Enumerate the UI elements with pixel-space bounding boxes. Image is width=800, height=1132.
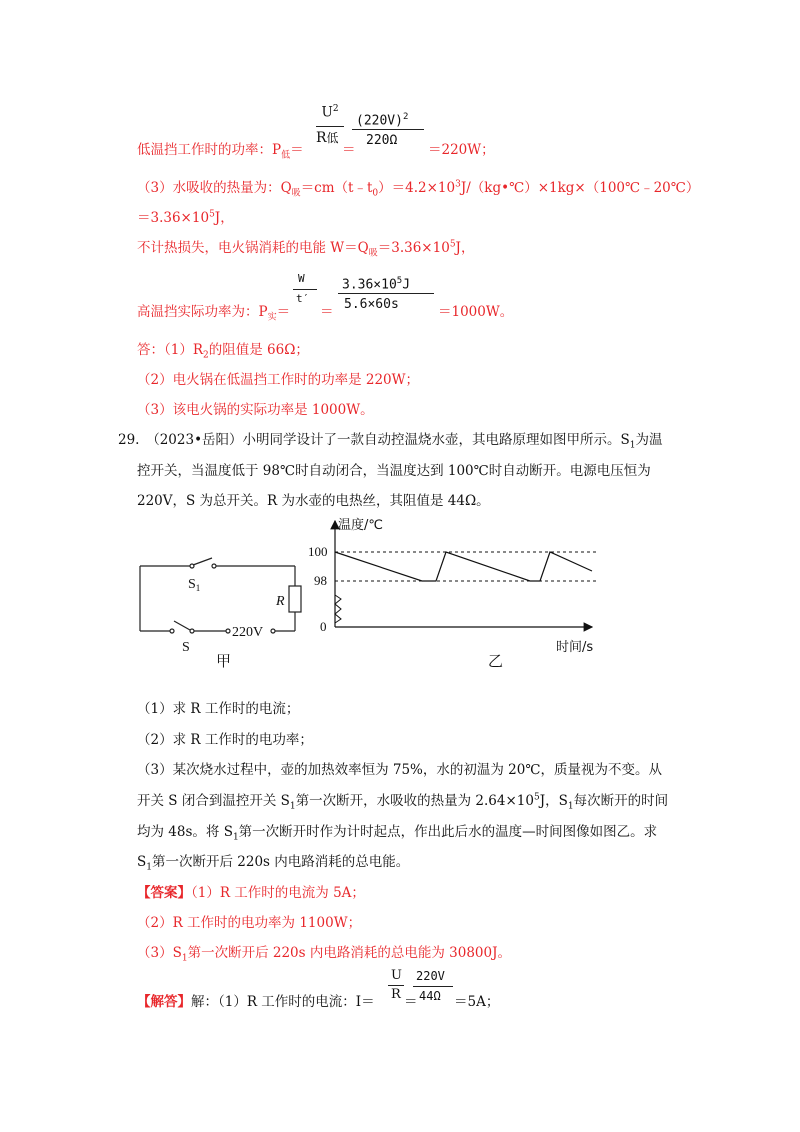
q29-line-2: 控开关，当温度低于 98℃时自动闭合，当温度达到 100℃时自动断开。电源电压恒为 xyxy=(137,463,651,479)
frac-den: 5.6×60s xyxy=(344,297,399,312)
answer-block-2: （2）R 工作时的电功率为 1100W； xyxy=(137,915,362,931)
answer-line-1: 答：$(1)R_2$的阻值是 66Ω； xyxy=(137,342,309,361)
q29-line-3: 220V，S 为总开关。R 为水壶的电热丝，其阻值是 44Ω。 xyxy=(137,493,490,509)
q29-line-1: 29. （2023•岳阳）小明同学设计了一款自动控温烧水壶，其电路原理如图甲所示。$S_1$为温 xyxy=(118,432,663,451)
frac-den: 44Ω xyxy=(419,989,441,1003)
fraction-bar xyxy=(413,986,453,987)
r-label: R xyxy=(276,594,285,609)
frac-den: 220Ω xyxy=(366,133,398,148)
frac-num: U xyxy=(321,104,333,121)
frac-num: W xyxy=(298,272,305,285)
heat-line-2: $=3.36\times 10^5J$， xyxy=(137,209,234,226)
solution-tag: 【解答】 xyxy=(137,994,191,1010)
fraction-bar xyxy=(338,293,434,294)
answer-tag: 【答案】 xyxy=(137,885,191,901)
voltage-label: 220V xyxy=(232,625,264,640)
answer-line-2: （2）电火锅在低温挡工作时的功率是 220W； xyxy=(137,372,420,388)
question-1: （1）求 R 工作时的电流； xyxy=(137,701,300,717)
y-tick-0: 0 xyxy=(320,619,327,634)
frac-den: R xyxy=(391,987,401,1002)
s1-label: $S_1$ xyxy=(188,577,201,593)
fraction-bar xyxy=(293,289,317,290)
graph-caption: 乙 xyxy=(488,652,504,670)
temperature-graph xyxy=(310,515,610,645)
frac-num: 220V xyxy=(416,969,445,983)
frac-num: $(220V)^2$ xyxy=(356,112,409,129)
fraction-bar xyxy=(316,126,344,127)
circuit-diagram xyxy=(130,545,310,665)
low-power-result: ＝220W； xyxy=(428,142,495,158)
answer-line-3: （3）该电火锅的实际功率是 1000W。 xyxy=(137,402,374,418)
question-3-line-1: （3）某次烧水过程中，壶的加热效率恒为 75%，水的初温为 20℃，质量视为不变。从 xyxy=(137,762,662,778)
solution-line: 【解答】解：（1）R 工作时的电流：I＝ xyxy=(137,994,375,1010)
y-tick-98: 98 xyxy=(314,573,327,588)
frac-num: $3.36\times 10^5J$ xyxy=(342,276,411,293)
graph-x-label: 时间/s xyxy=(556,640,594,655)
s-label: S xyxy=(182,640,190,655)
y-tick-100: 100 xyxy=(308,544,328,559)
frac-num: U xyxy=(391,968,402,983)
high-power-result: ＝1000W。 xyxy=(438,304,514,320)
fraction-bar xyxy=(388,985,404,986)
solution-result: ＝5A； xyxy=(454,994,500,1010)
question-2: （2）求 R 工作时的电功率； xyxy=(137,732,313,748)
answer-block-1: 【答案】（1）R 工作时的电流为 5A； xyxy=(137,885,365,901)
frac-den: R低 xyxy=(316,130,339,146)
solution-eq: ＝ xyxy=(404,994,418,1010)
low-power-eq2: ＝ xyxy=(342,142,356,158)
heat-line-1: （3）水吸收的热量为：$Q_吸=cm(t﹣t_0)=4.2\times 10^3J/(kg•℃)\times 1kg\times(100℃﹣20℃)$ xyxy=(137,179,700,199)
low-power-line: 低温挡工作时的功率：$P_低=$ xyxy=(137,142,304,161)
axis-break xyxy=(335,595,341,623)
low-power-frac1: $U^2$ xyxy=(321,104,339,121)
answer-block-3: $(3)S_1$第一次断开后 220s 内电路消耗的总电能为 30800J。 xyxy=(137,945,512,964)
question-3-line-2: 开关 S 闭合到温控开关 $S_1$第一次断开，水吸收的热量为 $2.64\times 10^5J$，$S_1$每次断开的时间 xyxy=(137,792,669,812)
high-power-eq2: ＝ xyxy=(320,304,334,320)
question-3-line-4: $S_1$第一次断开后 220s 内电路消耗的总电能。 xyxy=(137,854,410,873)
temperature-series-line xyxy=(335,552,592,581)
frac-den: t′ xyxy=(296,292,310,305)
fraction-bar xyxy=(352,129,424,130)
circuit-caption: 甲 xyxy=(216,652,232,670)
graph-y-label: 温度/℃ xyxy=(338,518,383,533)
high-power-line: 高温挡实际功率为：$P_实=$ xyxy=(137,304,291,323)
question-3-line-3: 均为 48s。将 $S_1$第一次断开时作为计时起点，作出此后水的温度—时间图像如图乙。求 xyxy=(137,824,658,843)
heat-line-3: 不计热损失，电火锅消耗的电能 $W=Q_吸=3.36\times 10^5J$， xyxy=(137,239,475,259)
